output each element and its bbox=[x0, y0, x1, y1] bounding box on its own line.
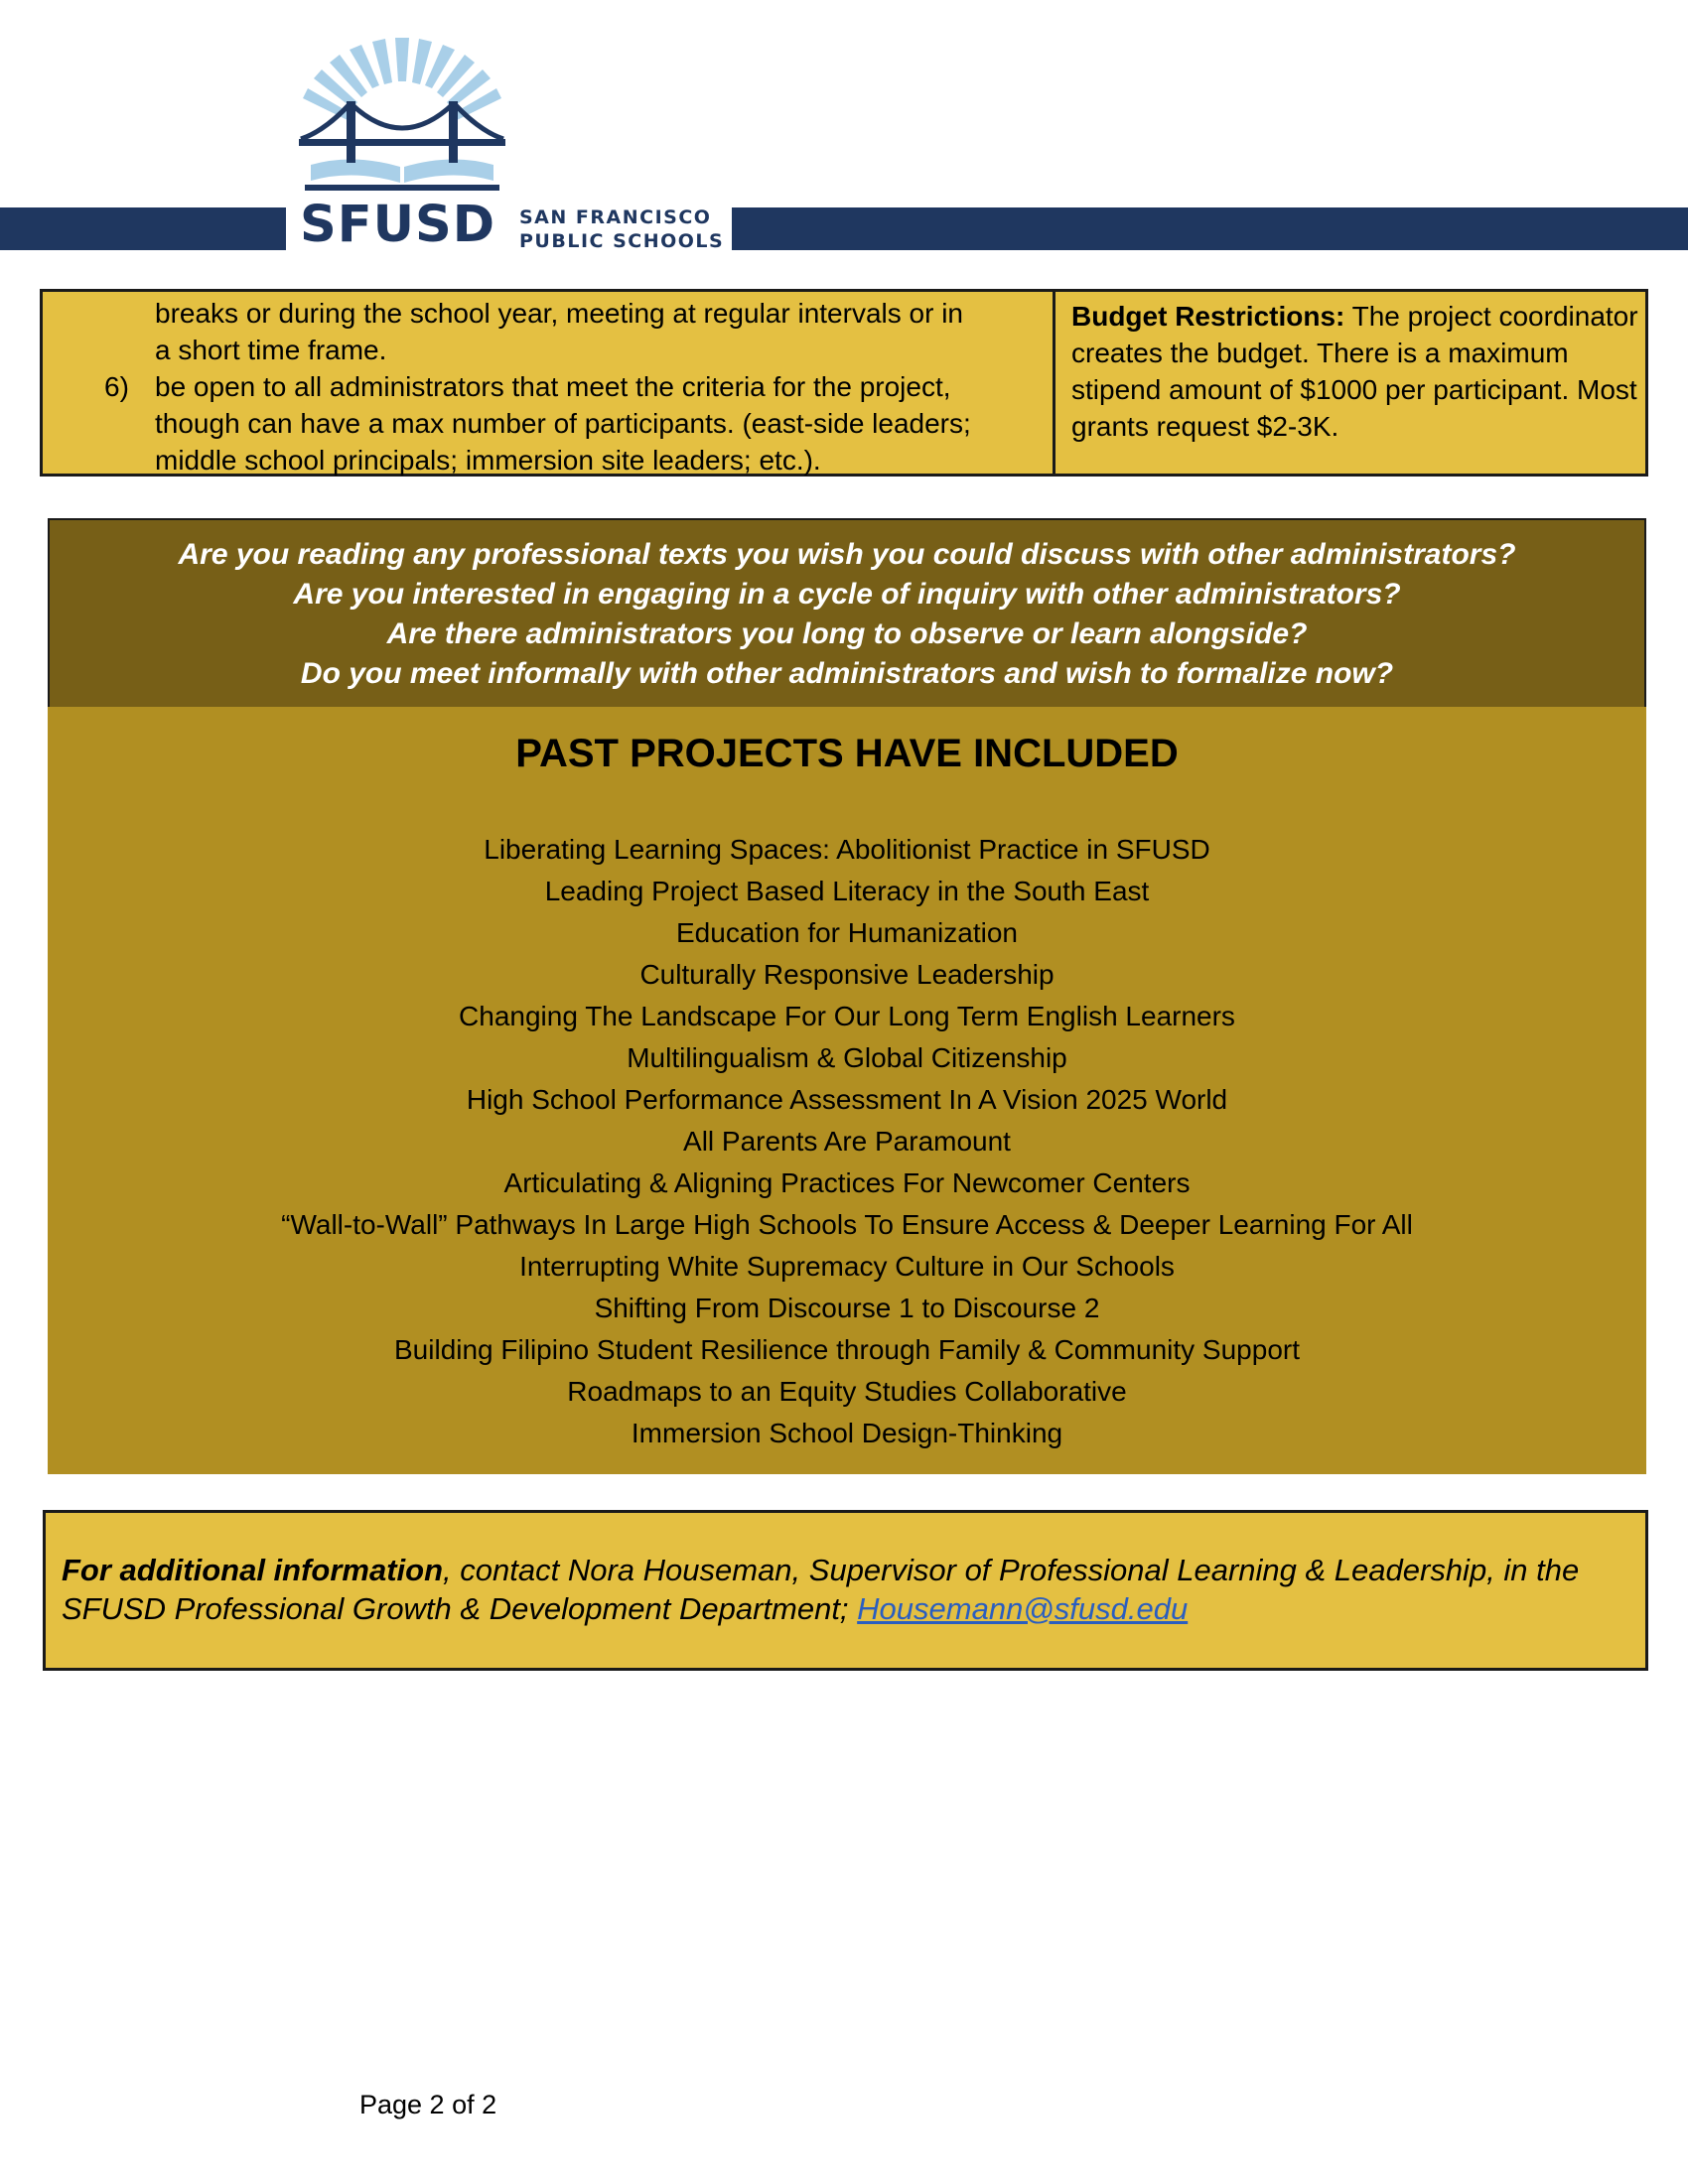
contact-email-link[interactable]: Housemann@sfusd.edu bbox=[857, 1591, 1189, 1626]
criteria-line: a short time frame. bbox=[155, 335, 387, 365]
project-item: Liberating Learning Spaces: Abolitionist Practice in SFUSD bbox=[484, 834, 1210, 865]
logo-subtitle-line2: PUBLIC SCHOOLS bbox=[519, 230, 725, 252]
contact-box bbox=[43, 1510, 1648, 1671]
contact-body: , contact Nora Houseman, Supervisor of Professional Learning & Leadership, in the SFUSD Professional Growth & Development Department; bbox=[62, 1553, 1580, 1626]
header-band-right bbox=[732, 207, 1688, 250]
criteria-cell bbox=[43, 292, 1055, 474]
criteria-line: though can have a max number of participants. (east-side leaders; bbox=[155, 408, 971, 439]
contact-text bbox=[62, 1551, 1630, 1628]
project-item: All Parents Are Paramount bbox=[683, 1126, 1011, 1157]
project-item: Education for Humanization bbox=[676, 917, 1018, 948]
page-number: Page 2 of 2 bbox=[359, 2090, 497, 2119]
sfusd-logo bbox=[293, 36, 730, 256]
project-item: Changing The Landscape For Our Long Term English Learners bbox=[459, 1001, 1235, 1031]
project-item: Interrupting White Supremacy Culture in Our Schools bbox=[519, 1251, 1175, 1282]
project-item: “Wall-to-Wall” Pathways In Large High Schools To Ensure Access & Deeper Learning For All bbox=[281, 1209, 1413, 1240]
project-item: Roadmaps to an Equity Studies Collaborative bbox=[567, 1376, 1127, 1407]
questions-banner bbox=[48, 518, 1646, 707]
logo-subtitle-line1: SAN FRANCISCO bbox=[519, 206, 712, 228]
project-item: High School Performance Assessment In A Vision 2025 World bbox=[466, 1084, 1228, 1115]
projects-list bbox=[48, 829, 1646, 1454]
question-line: Are there administrators you long to observe or learn alongside? bbox=[386, 617, 1308, 650]
question-line: Are you reading any professional texts you wish you could discuss with other administrators? bbox=[178, 538, 1516, 571]
project-item: Building Filipino Student Resilience through Family & Community Support bbox=[394, 1334, 1300, 1365]
project-item: Shifting From Discourse 1 to Discourse 2 bbox=[594, 1293, 1100, 1323]
project-item: Culturally Responsive Leadership bbox=[639, 959, 1055, 990]
header-band-left bbox=[0, 207, 286, 250]
criteria-line: be open to all administrators that meet the criteria for the project, bbox=[155, 371, 951, 402]
past-projects-section bbox=[48, 707, 1646, 1474]
projects-title: PAST PROJECTS HAVE INCLUDED bbox=[515, 732, 1179, 775]
question-line: Do you meet informally with other administrators and wish to formalize now? bbox=[300, 657, 1394, 690]
golden-gate-bridge-icon bbox=[293, 36, 511, 195]
logo-subtitle bbox=[519, 205, 724, 253]
contact-lead: For additional information bbox=[62, 1553, 444, 1587]
criteria-table bbox=[40, 289, 1648, 477]
logo-wordmark: SFUSD bbox=[300, 196, 496, 254]
item-number: 6) bbox=[104, 371, 129, 402]
project-item: Articulating & Aligning Practices For Newcomer Centers bbox=[503, 1167, 1191, 1198]
budget-label: Budget Restrictions: bbox=[1071, 301, 1345, 332]
project-item: Multilingualism & Global Citizenship bbox=[627, 1042, 1067, 1073]
criteria-line: middle school principals; immersion site leaders; etc.). bbox=[155, 445, 821, 476]
question-line: Are you interested in engaging in a cycle of inquiry with other administrators? bbox=[293, 578, 1401, 611]
project-item: Immersion School Design-Thinking bbox=[631, 1418, 1063, 1448]
budget-cell bbox=[1071, 298, 1642, 445]
project-item: Leading Project Based Literacy in the South East bbox=[544, 876, 1150, 906]
criteria-line: breaks or during the school year, meeting at regular intervals or in bbox=[155, 298, 963, 329]
budget-text: The project coordinator creates the budget. There is a maximum stipend amount of $1000 per participant. Most grants request $2-3K. bbox=[1071, 301, 1638, 442]
